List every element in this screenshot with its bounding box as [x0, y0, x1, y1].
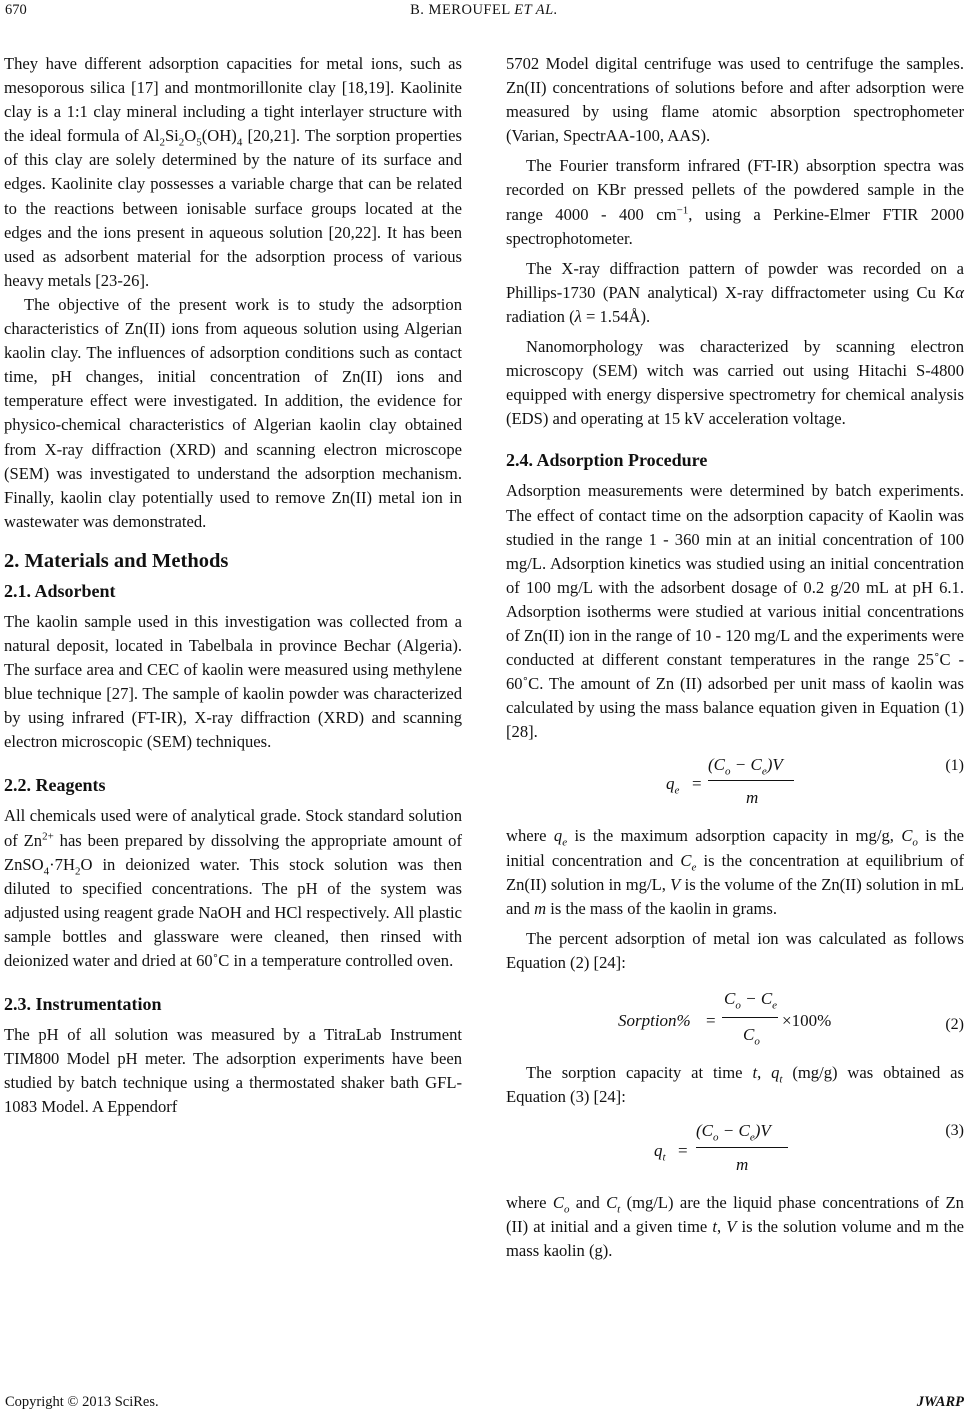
- running-title-etal: ET AL.: [514, 2, 558, 18]
- eq3-fraction-bar: [696, 1147, 788, 1148]
- subsection-title-adsorption-procedure: 2.4. Adsorption Procedure: [506, 450, 708, 471]
- paragraph-sorption-capacity: The sorption capacity at time t, $q_t$ (mg/g) was obtained as Equation (3) [24]:: [506, 1063, 964, 1107]
- eq2-times-100: ×100%: [782, 1011, 832, 1030]
- eq2-denominator: $C_o$: [743, 1025, 760, 1048]
- subsection-title-instrumentation: 2.3. Instrumentation: [4, 994, 162, 1015]
- eq3-numerator: $(C_o - C_e)V$: [696, 1121, 771, 1144]
- eq1-denominator: m: [746, 788, 759, 808]
- page-number: 670: [5, 2, 27, 18]
- eq3-equals: =: [678, 1141, 688, 1161]
- eq2-equals: =: [706, 1011, 716, 1030]
- eq1-equals: =: [692, 774, 702, 794]
- paragraph-objective: The objective of the present work is to study the adsorption characteristics of Zn(II) ions from aqueous solution using Algerian kaolin clay. The influences of adsorption conditions such as contact time, pH changes, initial concentration of Zn(II) ions and temperature effect were investigated. In addition, the evidence for physico-chemical characteristics of Algerian kaolin clay obtained from X-ray diffraction (XRD) and scanning electron microscope (SEM) was investigated to understand the adsorption mechanism. Finally, kaolin clay potentially used to remove Zn(II) metal ion in wastewater was demonstrated.: [4, 294, 462, 531]
- eq2-fraction-bar: [722, 1017, 778, 1018]
- paragraph-xrd: The X-ray diffraction pattern of powder was recorded on a Phillips-1730 (PAN analytical) X-ray diffractometer using Cu Kα radiation (λ = 1.54Å).: [506, 258, 964, 326]
- paragraph-centrifuge: 5702 Model digital centrifuge was used to centrifuge the samples. Zn(II) concentrations of solutions before and after adsorption were measured by using flame atomic absorption spectrophometer (Varian, SpectrAA-100, AAS).: [506, 54, 964, 146]
- equation-3: [506, 1115, 964, 1185]
- paragraph-eq1-definitions: where $q_e$ is the maximum adsorption capacity in mg/g, $C_o$ is the initial concentration and $C_e$ is the concentration at equilibrium of Zn(II) solution in mg/L, V is the volume of the Zn(II) solution in mL and m is the mass of the kaolin in grams.: [506, 826, 964, 918]
- paragraph-intro-kaolinite: They have different adsorption capacities for metal ions, such as mesoporous silica [17] and montmorillonite clay [18,19]. Kaolinite clay is a 1:1 clay mineral including a tight interlayer structure with the ideal formula of $Al_2Si_2O_5(OH)_4$ [20,21]. The sorption properties of this clay are solely determined by the nature of its surface and edges. Kaolinite clay possesses a variable charge that can be related to the reactions between ionisable surface groups located at the edges and the ions present in aqueous solution [20,22]. It has been used as adsorbent material for the adsorption process of various heavy metals [23-26].: [4, 54, 462, 290]
- paragraph-instrumentation: The pH of all solution was measured by a TitraLab Instrument TIM800 Model pH meter. The adsorption experiments have been studied by batch technique using a thermostated shaker bath GFL-1083 Model. A Eppendorf: [4, 1025, 462, 1117]
- eq1-fraction-bar: [708, 780, 794, 781]
- subsection-title-adsorbent: 2.1. Adsorbent: [4, 580, 116, 601]
- running-title-author: B. MEROUFEL: [410, 2, 511, 18]
- eq2-lhs: Sorption%: [618, 1011, 691, 1030]
- right-column: [506, 52, 964, 1263]
- paragraph-reagents: All chemicals used were of analytical grade. Stock standard solution of $Zn^{2+}$ has been prepared by dissolving the appropriate amount of $ZnSO_4\cdot 7H_2O$ in deionized water. This stock solution was then diluted to specified concentrations. The pH of the system was adjusted using reagent grade NaOH and HCl respectively. All plastic sample bottles and glassware were cleaned, then rinsed with deionized water and dried at 60˚C in a temperature controlled oven.: [4, 806, 462, 970]
- equation-2: [506, 981, 964, 1055]
- eq2-number: (2): [945, 1016, 964, 1033]
- left-column: [4, 52, 462, 1119]
- eq1-lhs: $q_e$: [666, 774, 680, 797]
- footer-journal: JWARP: [916, 1394, 964, 1410]
- eq1-number: (1): [945, 757, 964, 775]
- eq3-number: (3): [945, 1122, 964, 1140]
- paragraph-eq3-definitions: where $C_o$ and $C_t$ (mg/L) are the liquid phase concentrations of Zn (II) at initial and a given time t, V is the solution volume and m the mass kaolin (g).: [506, 1193, 965, 1261]
- eq2-numerator: $C_o - C_e$: [724, 989, 778, 1012]
- paragraph-adsorption-procedure: Adsorption measurements were determined by batch experiments. The effect of contact time on the adsorption capacity of Kaolin was studied in the range 1 - 360 min at an initial concentration of 100 mg/L. Adsorption kinetics was studied using an initial concentration of 100 mg/L with the adsorbent dosage of 0.2 g/20 mL at pH 6.1. Adsorption isotherms were studied at various initial concentrations of Zn(II) ion in the range of 10 - 120 mg/L and the experiments were conducted at different constant temperatures in the range 25˚C - 60˚C. The amount of Zn (II) adsorbed per unit mass of kaolin was calculated by using the mass balance equation given in Equation (1) [28].: [506, 481, 964, 742]
- paragraph-percent-adsorption: The percent adsorption of metal ion was calculated as follows Equation (2) [24]:: [506, 928, 964, 972]
- eq1-numerator: $(C_o - C_e)V$: [708, 755, 783, 778]
- paragraph-sem: Nanomorphology was characterized by scanning electron microscopy (SEM) witch was carried out using Hitachi S-4800 equipped with energy dispersive spectrometry for chemical analysis (EDS) and operating at 15 kV acceleration voltage.: [506, 337, 964, 429]
- footer-copyright: Copyright © 2013 SciRes.: [5, 1394, 159, 1410]
- equation-1: [506, 750, 964, 820]
- section-title-materials-methods: 2. Materials and Methods: [4, 549, 229, 572]
- eq3-lhs: $q_t$: [654, 1141, 666, 1164]
- eq3-denominator: m: [736, 1155, 749, 1175]
- subsection-title-reagents: 2.2. Reagents: [4, 775, 106, 796]
- paragraph-ftir: The Fourier transform infrared (FT-IR) absorption spectra was recorded on KBr pressed pellets of the powdered sample in the range 4000 - 400 $cm^{-1}$, using a Perkine-Elmer FTIR 2000 spectrophotometer.: [506, 156, 964, 248]
- paragraph-adsorbent: The kaolin sample used in this investigation was collected from a natural deposit, located in Tabelbala in province Bechar (Algeria). The surface area and CEC of kaolin were measured using methylene blue technique [27]. The sample of kaolin powder was characterized by using infrared (FT-IR), X-ray diffraction (XRD) and scanning electron microscopic (SEM) techniques.: [4, 611, 462, 752]
- running-title: [0, 2, 968, 19]
